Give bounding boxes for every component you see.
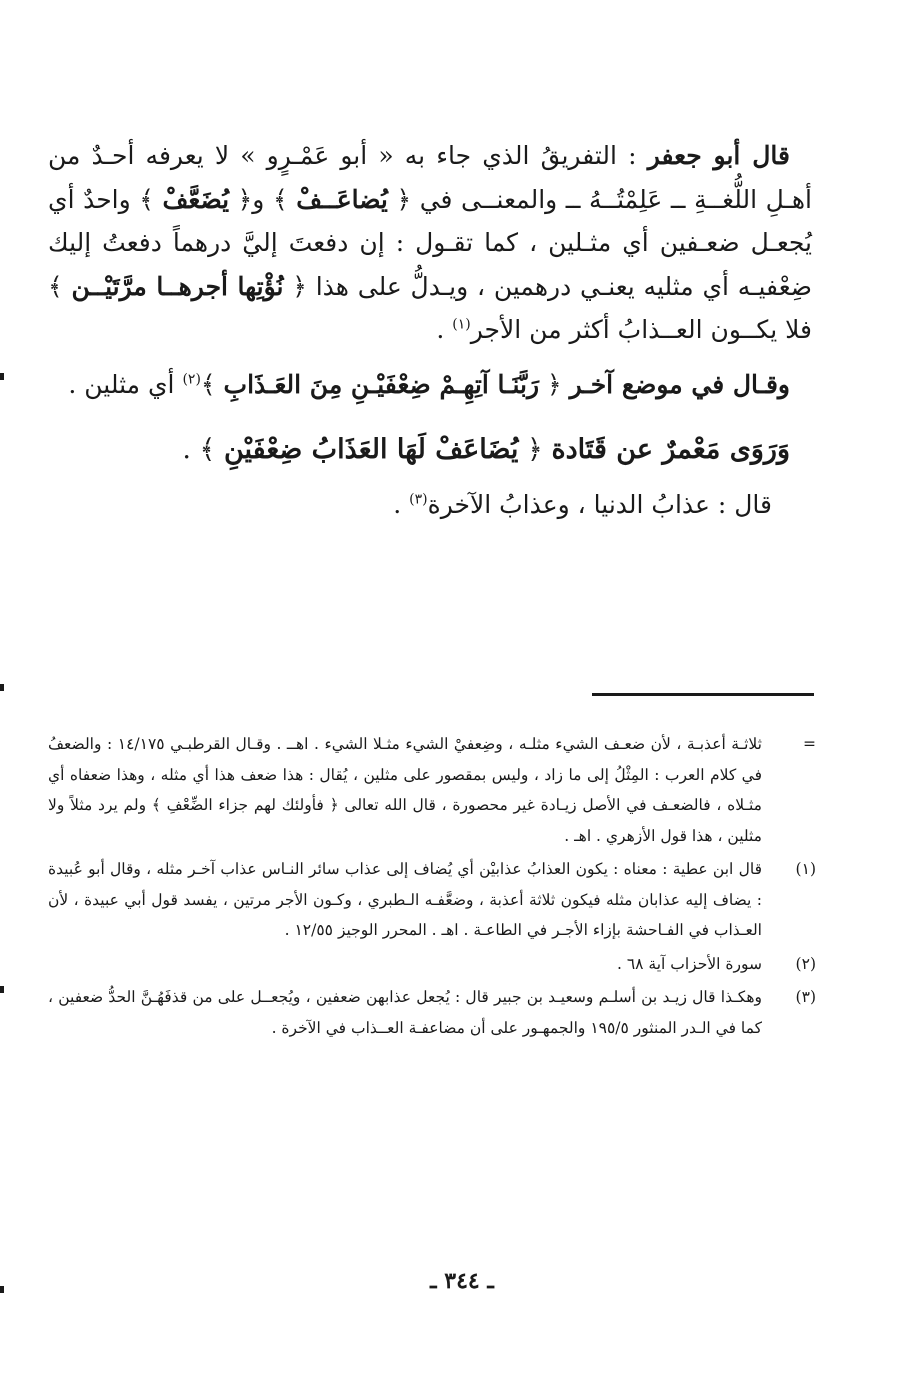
scan-mark: [0, 684, 4, 691]
quran-quote: يُضَعَّفْ: [162, 184, 230, 214]
footnote-2: [48, 949, 816, 980]
narrator-label: وَرَوَى مَعْمرٌ عن قَتَادة: [551, 434, 790, 465]
paragraph-2: وقـال في موضع آخـر ﴿ رَبَّنَـا آتِهِـمْ ضِعْفَيْـنِ مِنَ العَـذَابِ ﴾$^{(٢)}$ أي مثلين .: [68, 369, 790, 399]
footnote-text: قال ابن عطية : معناه : يكون العذابُ عذابيْن أي يُضاف إلى عذاب سائر النـاس عذاب آخـر مثله ، وقال أبو عُبيدة : يضاف إليه عذابان مثله فيكون ثلاثة أعذبة ، وضعَّفـه الـطبري ، وكـون الأجر مرتين ، يفسد قول أبي عبيدة ، لأن العـذاب في الفـاحشة بإزاء الأجـر في الطاعـة . اهـ . المحرر الوجيز ١٢/٥٥ .: [48, 860, 762, 939]
footnotes: [48, 729, 816, 1043]
footnote-3: [48, 982, 816, 1043]
quran-quote: رَبَّنَـا آتِهِـمْ ضِعْفَيْـنِ مِنَ العَـذَابِ: [223, 369, 540, 399]
speaker-label: وقـال في موضع آخـر: [569, 369, 790, 399]
footnote-label: =: [803, 735, 816, 753]
footnote-label: (٣): [795, 988, 816, 1006]
quran-quote: يُضَاعَفْ لَهَا العَذَابُ ضِعْفَيْنِ: [223, 434, 519, 465]
footnote-1: [48, 854, 816, 946]
footnote-ref[interactable]: (٢): [182, 371, 201, 388]
main-text: [48, 134, 812, 526]
footnote-ref[interactable]: (١): [452, 316, 471, 333]
quran-quote: يُضاعَــفْ: [296, 184, 388, 214]
scan-mark: [0, 1286, 4, 1293]
speaker-label: قال أبو جعفر: [647, 141, 790, 170]
footnote-continuation: [48, 729, 816, 851]
paragraph-4: قال : عذابُ الدنيا ، وعذابُ الآخرة$^{(٣)}$ .: [393, 489, 772, 519]
footnote-label: (٢): [795, 954, 816, 973]
footnote-ref[interactable]: (٣): [409, 491, 428, 508]
footnote-text: وهكـذا قال زيـد بن أسلـم وسعيـد بن جبير قال : يُجعل عذابهن ضعفين ، ويُجعــل على من قذفَهُـنَّ الحدُّ ضعفين ، كما في الـدر المنثور ١٩٥/٥ والجمهـور على أن مضاعفـة العــذاب في الآخرة .: [48, 988, 762, 1037]
quran-quote: نُؤْتِها أجرهــا مرَّتَيْــن: [71, 271, 284, 301]
scan-mark: [0, 986, 4, 993]
scan-mark: [0, 373, 4, 380]
paragraph-1: قال أبو جعفر : التفريقُ الذي جاء به « أبو عَمْـرٍو » لا يعرفه أحـدٌ من أهـلِ اللُّغــةِ ــ عَلِمْتُــهُ ــ والمعنــى في ﴿ يُضاعَــفْ ﴾ و﴿ يُضَعَّفْ ﴾ واحدٌ أي يُجعـل ضعـفين أي مثـلين ، كما تقـول : إن دفعتَ إليَّ درهماً دفعتُ إليك ضِعْفيـه أي مثليه يعنـي درهمين ، ويـدلُّ على هذا ﴿ نُؤْتِها أجرهــا مرَّتَيْــن ﴾ فلا يكــون العــذابُ أكثر من الأجر$^{(١)}$ .: [48, 141, 812, 344]
footnote-divider: [592, 693, 814, 696]
footnote-label: (١): [795, 860, 816, 878]
footnote-text: سورة الأحزاب آية ٦٨ .: [616, 954, 762, 973]
footnote-text: ثلاثـة أعذبـة ، لأن ضعـف الشيء مثلـه ، وضِعفيْ الشيء مثـلا الشيء . اهــ . وقـال القرطبـي ١٤/١٧٥ : والضعفُ في كلام العرب : المِثْلُ إلى ما زاد ، وليس بمقصور على مثلين ، يُقال : هذا ضعف هذا أي مثله ، وهذا ضعفاه أي مثـلاه ، فالضعـف في الأصل زيـادة غير محصورة ، قال الله تعالى ﴿ فأولئك لهم جزاء الضِّعْفِ ﴾ ولم يرد مثلاً ولا مثلين ، هذا قول الأزهري . اهـ .: [48, 735, 762, 845]
paragraph-3: وَرَوَى مَعْمرٌ عن قَتَادة ﴿ يُضَاعَفْ لَهَا العَذَابُ ضِعْفَيْنِ ﴾ .: [182, 434, 790, 465]
page-number: ـ ٣٤٤ ـ: [430, 1268, 494, 1294]
